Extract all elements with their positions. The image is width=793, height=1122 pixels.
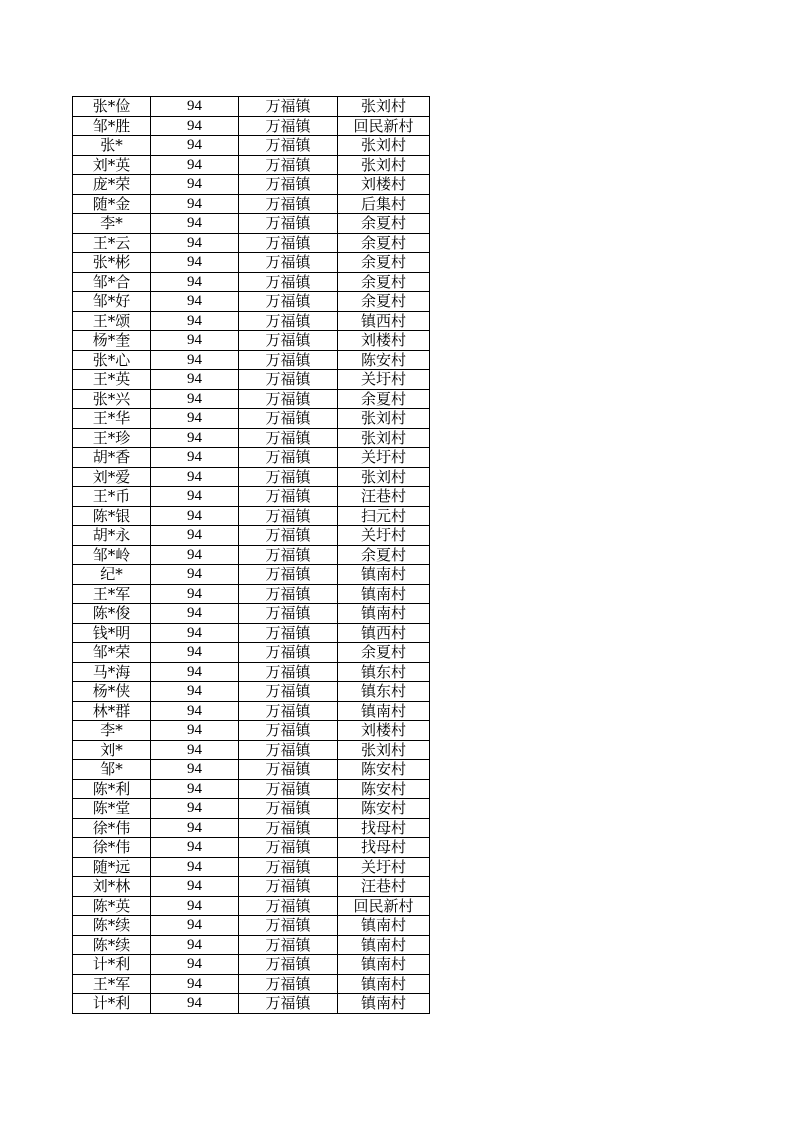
village-cell: 汪巷村 — [338, 487, 430, 507]
village-cell: 镇西村 — [338, 623, 430, 643]
age-cell: 94 — [151, 935, 239, 955]
village-cell: 陈安村 — [338, 779, 430, 799]
table-row — [73, 935, 430, 955]
village-cell: 余夏村 — [338, 643, 430, 663]
village-cell: 镇南村 — [338, 935, 430, 955]
table-row — [73, 584, 430, 604]
age-cell: 94 — [151, 916, 239, 936]
village-cell: 刘楼村 — [338, 331, 430, 351]
name-cell: 王*云 — [73, 233, 151, 253]
name-cell: 马*海 — [73, 662, 151, 682]
name-cell: 邹*合 — [73, 272, 151, 292]
village-cell: 扫元村 — [338, 506, 430, 526]
town-cell: 万福镇 — [239, 623, 338, 643]
village-cell: 关圩村 — [338, 857, 430, 877]
town-cell: 万福镇 — [239, 448, 338, 468]
village-cell: 张刘村 — [338, 97, 430, 117]
name-cell: 李* — [73, 214, 151, 234]
village-cell: 镇南村 — [338, 994, 430, 1014]
town-cell: 万福镇 — [239, 760, 338, 780]
village-cell: 镇东村 — [338, 662, 430, 682]
town-cell: 万福镇 — [239, 604, 338, 624]
table-row — [73, 350, 430, 370]
age-cell: 94 — [151, 701, 239, 721]
table-row — [73, 916, 430, 936]
age-cell: 94 — [151, 389, 239, 409]
village-cell: 张刘村 — [338, 155, 430, 175]
age-cell: 94 — [151, 584, 239, 604]
name-cell: 王*军 — [73, 974, 151, 994]
age-cell: 94 — [151, 740, 239, 760]
name-cell: 李* — [73, 721, 151, 741]
age-cell: 94 — [151, 292, 239, 312]
table-row — [73, 994, 430, 1014]
age-cell: 94 — [151, 838, 239, 858]
town-cell: 万福镇 — [239, 272, 338, 292]
name-cell: 庞*荣 — [73, 175, 151, 195]
name-cell: 陈*俊 — [73, 604, 151, 624]
age-cell: 94 — [151, 779, 239, 799]
village-cell: 镇南村 — [338, 565, 430, 585]
village-cell: 刘楼村 — [338, 175, 430, 195]
town-cell: 万福镇 — [239, 233, 338, 253]
age-cell: 94 — [151, 721, 239, 741]
name-cell: 徐*伟 — [73, 838, 151, 858]
table-row — [73, 799, 430, 819]
village-cell: 镇南村 — [338, 584, 430, 604]
name-cell: 徐*伟 — [73, 818, 151, 838]
village-cell: 镇西村 — [338, 311, 430, 331]
village-cell: 找母村 — [338, 838, 430, 858]
name-cell: 刘*爱 — [73, 467, 151, 487]
age-cell: 94 — [151, 350, 239, 370]
name-cell: 计*利 — [73, 955, 151, 975]
age-cell: 94 — [151, 526, 239, 546]
town-cell: 万福镇 — [239, 994, 338, 1014]
age-cell: 94 — [151, 155, 239, 175]
village-cell: 余夏村 — [338, 272, 430, 292]
age-cell: 94 — [151, 136, 239, 156]
village-cell: 陈安村 — [338, 350, 430, 370]
table-row — [73, 253, 430, 273]
table-row — [73, 662, 430, 682]
town-cell: 万福镇 — [239, 838, 338, 858]
name-cell: 邹*岭 — [73, 545, 151, 565]
table-row — [73, 974, 430, 994]
name-cell: 陈*利 — [73, 779, 151, 799]
town-cell: 万福镇 — [239, 97, 338, 117]
age-cell: 94 — [151, 506, 239, 526]
town-cell: 万福镇 — [239, 428, 338, 448]
name-cell: 王*珍 — [73, 428, 151, 448]
age-cell: 94 — [151, 974, 239, 994]
village-cell: 刘楼村 — [338, 721, 430, 741]
name-cell: 陈*堂 — [73, 799, 151, 819]
table-row — [73, 448, 430, 468]
town-cell: 万福镇 — [239, 545, 338, 565]
name-cell: 胡*香 — [73, 448, 151, 468]
table-row — [73, 955, 430, 975]
village-cell: 镇东村 — [338, 682, 430, 702]
town-cell: 万福镇 — [239, 136, 338, 156]
table-row — [73, 175, 430, 195]
town-cell: 万福镇 — [239, 389, 338, 409]
village-cell: 余夏村 — [338, 292, 430, 312]
town-cell: 万福镇 — [239, 643, 338, 663]
table-row — [73, 526, 430, 546]
town-cell: 万福镇 — [239, 974, 338, 994]
name-cell: 钱*明 — [73, 623, 151, 643]
age-cell: 94 — [151, 545, 239, 565]
village-cell: 后集村 — [338, 194, 430, 214]
town-cell: 万福镇 — [239, 701, 338, 721]
age-cell: 94 — [151, 428, 239, 448]
age-cell: 94 — [151, 955, 239, 975]
village-cell: 余夏村 — [338, 545, 430, 565]
village-cell: 张刘村 — [338, 428, 430, 448]
town-cell: 万福镇 — [239, 409, 338, 429]
table-row — [73, 877, 430, 897]
town-cell: 万福镇 — [239, 506, 338, 526]
name-cell: 刘* — [73, 740, 151, 760]
village-cell: 关圩村 — [338, 370, 430, 390]
village-cell: 镇南村 — [338, 701, 430, 721]
town-cell: 万福镇 — [239, 214, 338, 234]
town-cell: 万福镇 — [239, 740, 338, 760]
town-cell: 万福镇 — [239, 526, 338, 546]
age-cell: 94 — [151, 467, 239, 487]
table-row — [73, 311, 430, 331]
age-cell: 94 — [151, 643, 239, 663]
table-row — [73, 623, 430, 643]
village-cell: 余夏村 — [338, 214, 430, 234]
table-row — [73, 760, 430, 780]
age-cell: 94 — [151, 233, 239, 253]
table-row — [73, 545, 430, 565]
table-row — [73, 467, 430, 487]
town-cell: 万福镇 — [239, 487, 338, 507]
age-cell: 94 — [151, 409, 239, 429]
table-row — [73, 838, 430, 858]
village-cell: 余夏村 — [338, 253, 430, 273]
age-cell: 94 — [151, 662, 239, 682]
table-row — [73, 896, 430, 916]
age-cell: 94 — [151, 877, 239, 897]
age-cell: 94 — [151, 331, 239, 351]
table-row — [73, 214, 430, 234]
roster-table-body — [73, 97, 430, 1014]
name-cell: 邹*好 — [73, 292, 151, 312]
name-cell: 王*币 — [73, 487, 151, 507]
village-cell: 关圩村 — [338, 526, 430, 546]
age-cell: 94 — [151, 682, 239, 702]
name-cell: 张*心 — [73, 350, 151, 370]
town-cell: 万福镇 — [239, 311, 338, 331]
town-cell: 万福镇 — [239, 799, 338, 819]
table-row — [73, 116, 430, 136]
name-cell: 邹*荣 — [73, 643, 151, 663]
name-cell: 张*彬 — [73, 253, 151, 273]
table-row — [73, 604, 430, 624]
village-cell: 镇南村 — [338, 916, 430, 936]
name-cell: 陈*英 — [73, 896, 151, 916]
age-cell: 94 — [151, 253, 239, 273]
table-row — [73, 292, 430, 312]
town-cell: 万福镇 — [239, 467, 338, 487]
name-cell: 刘*英 — [73, 155, 151, 175]
town-cell: 万福镇 — [239, 955, 338, 975]
town-cell: 万福镇 — [239, 779, 338, 799]
town-cell: 万福镇 — [239, 857, 338, 877]
village-cell: 张刘村 — [338, 409, 430, 429]
age-cell: 94 — [151, 194, 239, 214]
name-cell: 刘*林 — [73, 877, 151, 897]
name-cell: 杨*侠 — [73, 682, 151, 702]
name-cell: 杨*奎 — [73, 331, 151, 351]
table-row — [73, 97, 430, 117]
name-cell: 纪* — [73, 565, 151, 585]
town-cell: 万福镇 — [239, 155, 338, 175]
age-cell: 94 — [151, 604, 239, 624]
age-cell: 94 — [151, 994, 239, 1014]
age-cell: 94 — [151, 565, 239, 585]
village-cell: 张刘村 — [338, 467, 430, 487]
town-cell: 万福镇 — [239, 350, 338, 370]
village-cell: 张刘村 — [338, 740, 430, 760]
table-row — [73, 409, 430, 429]
roster-table — [72, 96, 430, 1014]
name-cell: 随*金 — [73, 194, 151, 214]
table-row — [73, 233, 430, 253]
town-cell: 万福镇 — [239, 292, 338, 312]
age-cell: 94 — [151, 116, 239, 136]
table-row — [73, 857, 430, 877]
town-cell: 万福镇 — [239, 565, 338, 585]
village-cell: 张刘村 — [338, 136, 430, 156]
town-cell: 万福镇 — [239, 916, 338, 936]
village-cell: 汪巷村 — [338, 877, 430, 897]
village-cell: 陈安村 — [338, 799, 430, 819]
table-row — [73, 643, 430, 663]
table-row — [73, 331, 430, 351]
name-cell: 随*远 — [73, 857, 151, 877]
village-cell: 余夏村 — [338, 389, 430, 409]
village-cell: 关圩村 — [338, 448, 430, 468]
name-cell: 张*俭 — [73, 97, 151, 117]
table-row — [73, 701, 430, 721]
name-cell: 王*华 — [73, 409, 151, 429]
name-cell: 陈*银 — [73, 506, 151, 526]
table-row — [73, 565, 430, 585]
table-row — [73, 506, 430, 526]
age-cell: 94 — [151, 214, 239, 234]
table-row — [73, 818, 430, 838]
name-cell: 王*颂 — [73, 311, 151, 331]
table-row — [73, 682, 430, 702]
age-cell: 94 — [151, 760, 239, 780]
table-row — [73, 428, 430, 448]
age-cell: 94 — [151, 799, 239, 819]
age-cell: 94 — [151, 487, 239, 507]
village-cell: 回民新村 — [338, 116, 430, 136]
town-cell: 万福镇 — [239, 584, 338, 604]
table-row — [73, 389, 430, 409]
age-cell: 94 — [151, 175, 239, 195]
name-cell: 胡*永 — [73, 526, 151, 546]
name-cell: 陈*续 — [73, 916, 151, 936]
village-cell: 余夏村 — [338, 233, 430, 253]
table-row — [73, 155, 430, 175]
town-cell: 万福镇 — [239, 194, 338, 214]
town-cell: 万福镇 — [239, 877, 338, 897]
village-cell: 镇南村 — [338, 955, 430, 975]
town-cell: 万福镇 — [239, 896, 338, 916]
table-row — [73, 721, 430, 741]
village-cell: 镇南村 — [338, 974, 430, 994]
town-cell: 万福镇 — [239, 662, 338, 682]
name-cell: 林*群 — [73, 701, 151, 721]
town-cell: 万福镇 — [239, 935, 338, 955]
age-cell: 94 — [151, 857, 239, 877]
name-cell: 计*利 — [73, 994, 151, 1014]
table-row — [73, 487, 430, 507]
age-cell: 94 — [151, 272, 239, 292]
age-cell: 94 — [151, 370, 239, 390]
table-row — [73, 370, 430, 390]
table-row — [73, 779, 430, 799]
town-cell: 万福镇 — [239, 370, 338, 390]
table-row — [73, 136, 430, 156]
town-cell: 万福镇 — [239, 116, 338, 136]
age-cell: 94 — [151, 448, 239, 468]
village-cell: 镇南村 — [338, 604, 430, 624]
village-cell: 找母村 — [338, 818, 430, 838]
name-cell: 陈*续 — [73, 935, 151, 955]
name-cell: 邹* — [73, 760, 151, 780]
age-cell: 94 — [151, 818, 239, 838]
name-cell: 邹*胜 — [73, 116, 151, 136]
village-cell: 陈安村 — [338, 760, 430, 780]
town-cell: 万福镇 — [239, 331, 338, 351]
age-cell: 94 — [151, 623, 239, 643]
village-cell: 回民新村 — [338, 896, 430, 916]
age-cell: 94 — [151, 896, 239, 916]
name-cell: 张*兴 — [73, 389, 151, 409]
name-cell: 张* — [73, 136, 151, 156]
name-cell: 王*英 — [73, 370, 151, 390]
town-cell: 万福镇 — [239, 175, 338, 195]
table-row — [73, 740, 430, 760]
town-cell: 万福镇 — [239, 818, 338, 838]
table-row — [73, 272, 430, 292]
age-cell: 94 — [151, 97, 239, 117]
town-cell: 万福镇 — [239, 253, 338, 273]
town-cell: 万福镇 — [239, 721, 338, 741]
town-cell: 万福镇 — [239, 682, 338, 702]
age-cell: 94 — [151, 311, 239, 331]
name-cell: 王*军 — [73, 584, 151, 604]
table-row — [73, 194, 430, 214]
